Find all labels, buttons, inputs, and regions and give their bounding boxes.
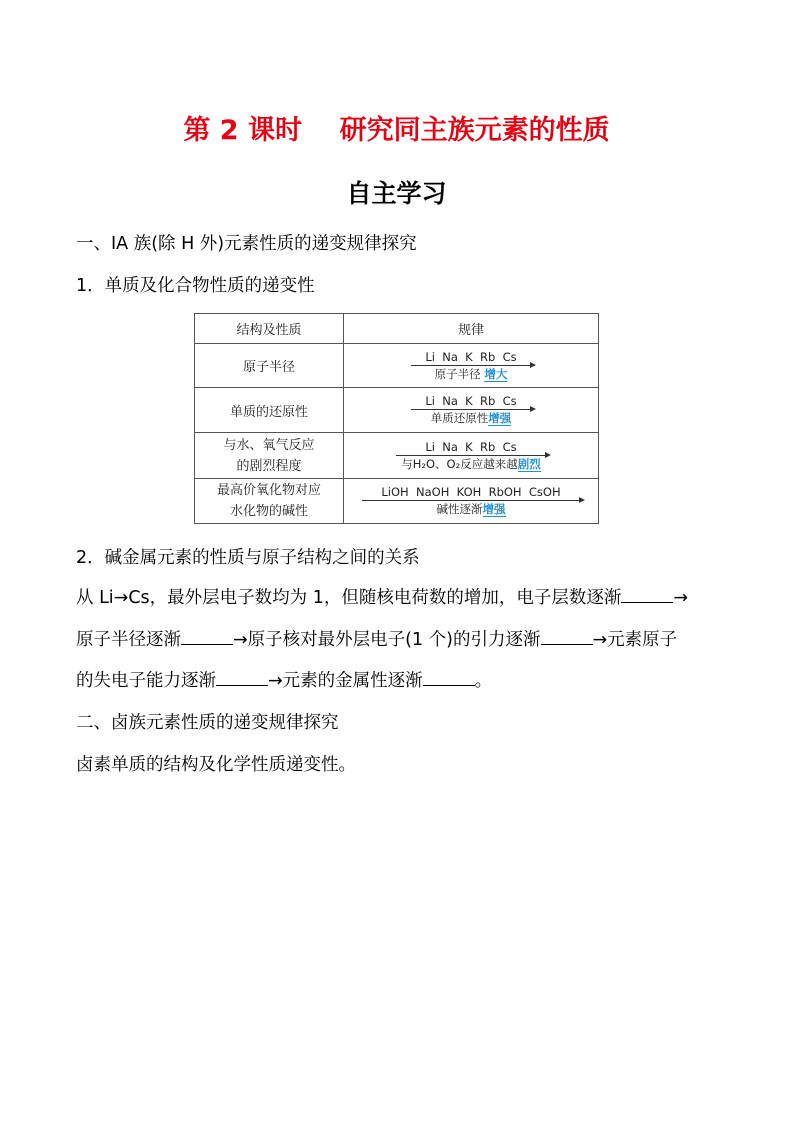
section-two-heading: 二、卤族元素性质的递变规律探究 bbox=[76, 713, 339, 733]
answer-label: 增强 bbox=[482, 502, 506, 516]
item-two-heading: 2．碱金属元素的性质与原子结构之间的关系 bbox=[76, 548, 420, 568]
row-property: 单质的还原性 bbox=[195, 388, 344, 433]
lesson-title: 第 2 课时 研究同主族元素的性质 bbox=[183, 115, 610, 146]
table-header-rule: 规律 bbox=[344, 314, 599, 344]
fill-blank[interactable] bbox=[181, 630, 233, 645]
item-one-heading: 1．单质及化合物性质的递变性 bbox=[76, 276, 315, 296]
trend-arrow: Li Na K Rb Cs 原子半径 增大 bbox=[411, 350, 531, 381]
row-property: 原子半径 bbox=[195, 344, 344, 388]
fill-blank[interactable] bbox=[216, 671, 268, 686]
answer-label: 剧烈 bbox=[517, 456, 541, 471]
table-row bbox=[195, 388, 599, 433]
arrow-icon bbox=[411, 409, 531, 410]
paragraph-line: 原子半径逐渐 →原子核对最外层电子(1 个)的引力逐渐 →元素原子 bbox=[76, 630, 678, 650]
trend-arrow: Li Na K Rb Cs 单质还原性增强 bbox=[411, 394, 531, 425]
properties-table bbox=[194, 313, 599, 524]
section-one-heading: 一、ⅠA 族(除 H 外)元素性质的递变规律探究 bbox=[76, 234, 417, 254]
row-property: 最高价氧化物对应 水化物的碱性 bbox=[195, 479, 344, 524]
trend-arrow: Li Na K Rb Cs 与H₂O、O₂反应越来越剧烈 bbox=[396, 440, 546, 471]
row-property: 与水、氧气反应 的剧烈程度 bbox=[195, 433, 344, 479]
table-row bbox=[195, 479, 599, 524]
table-row bbox=[195, 433, 599, 479]
arrow-icon bbox=[411, 365, 531, 366]
fill-blank[interactable] bbox=[621, 588, 673, 603]
table-row bbox=[195, 344, 599, 388]
fill-blank[interactable] bbox=[423, 671, 475, 686]
section-heading: 自主学习 bbox=[346, 179, 447, 208]
paragraph-line: 从 Li→Cs，最外层电子数均为 1，但随核电荷数的增加，电子层数逐渐 → bbox=[76, 588, 689, 608]
arrow-icon bbox=[396, 455, 546, 456]
trend-arrow: LiOH NaOH KOH RbOH CsOH 碱性逐渐增强 bbox=[362, 485, 580, 516]
arrow-icon bbox=[362, 500, 580, 501]
paragraph-line: 的失电子能力逐渐 →元素的金属性逐渐 。 bbox=[76, 671, 493, 691]
table-header-structure: 结构及性质 bbox=[195, 314, 344, 344]
answer-label: 增大 bbox=[484, 366, 508, 381]
fill-blank[interactable] bbox=[541, 630, 593, 645]
answer-label: 增强 bbox=[488, 411, 512, 425]
body-text: 卤素单质的结构及化学性质递变性。 bbox=[76, 755, 356, 775]
